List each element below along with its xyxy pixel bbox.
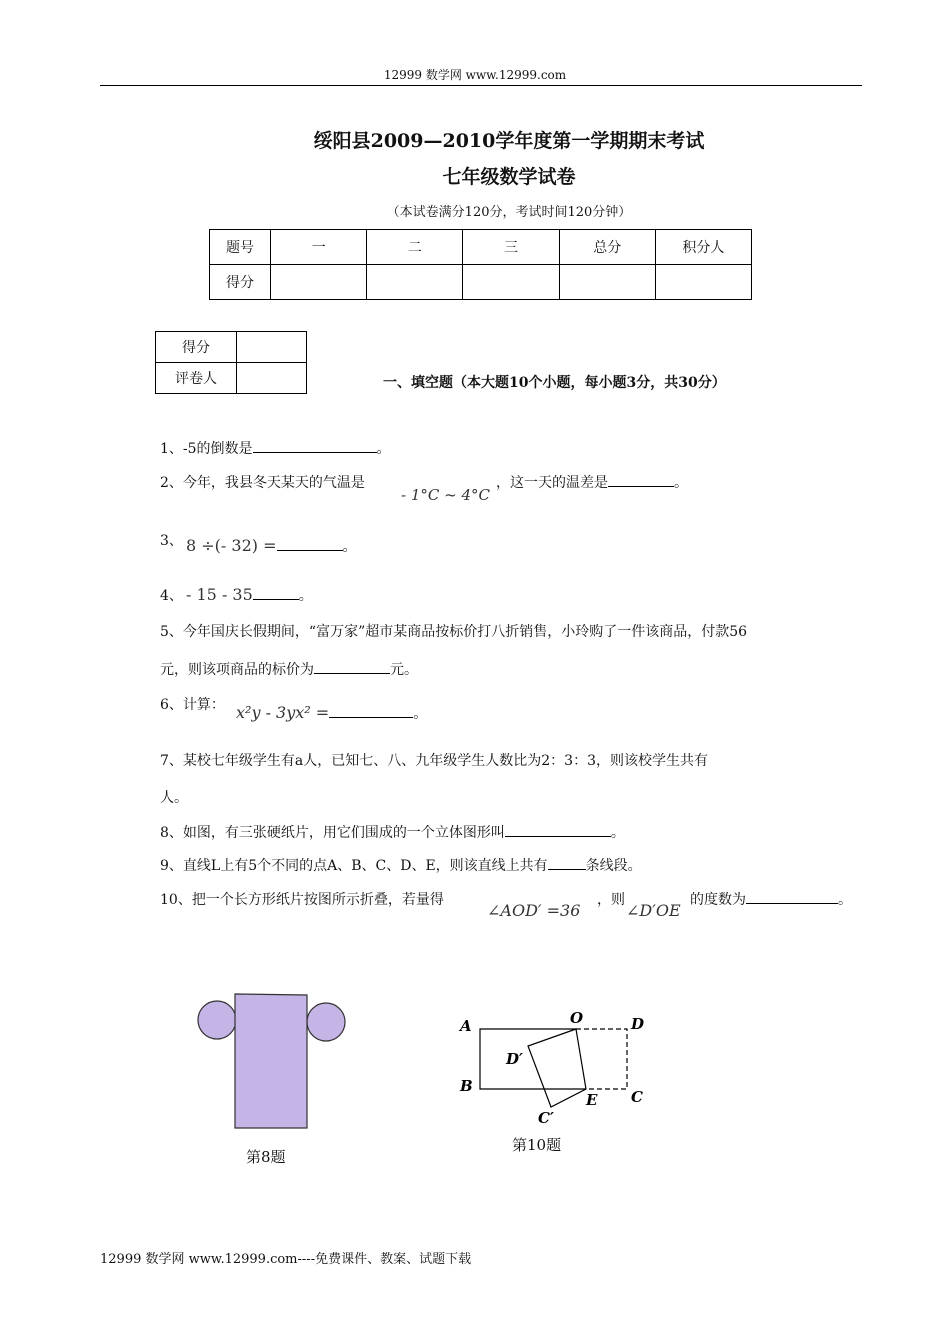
question-text: ，这一天的温差是 <box>496 475 608 491</box>
score-header-cell: 三 <box>463 230 559 265</box>
question-end: 。 <box>674 475 688 491</box>
score-row-label: 得分 <box>210 265 271 300</box>
question-end: 。 <box>342 539 357 555</box>
label-O: O <box>570 1009 584 1027</box>
left-circle <box>198 1001 236 1039</box>
grader-name-label: 评卷人 <box>156 363 237 394</box>
question-end: 。 <box>610 825 625 841</box>
question-4 <box>186 585 313 605</box>
rectangle-sheet <box>235 994 307 1128</box>
label-B: B <box>460 1077 473 1095</box>
question-3 <box>186 536 357 556</box>
answer-blank[interactable] <box>329 703 413 718</box>
score-cell[interactable] <box>367 265 463 300</box>
answer-blank[interactable] <box>314 659 390 674</box>
question-5-line1: 5、今年国庆长假期间，“富万家”超市某商品按标价打八折销售，小玲购了一件该商品，付款56 <box>160 624 748 640</box>
answer-blank[interactable] <box>277 536 343 551</box>
header-divider <box>100 85 862 86</box>
question-3-num: 3、 <box>160 533 183 549</box>
folded-flap <box>528 1029 586 1107</box>
rectangle-folded-dashed <box>576 1029 627 1089</box>
label-A: A <box>460 1017 472 1035</box>
figure-8-caption: 第8题 <box>246 1148 286 1166</box>
label-D: D <box>631 1015 645 1033</box>
score-cell[interactable] <box>463 265 559 300</box>
grader-score-cell[interactable] <box>237 332 307 363</box>
answer-blank[interactable] <box>253 438 377 453</box>
question-6 <box>236 703 427 723</box>
question-9 <box>160 855 642 875</box>
question-10-mid: ，则 <box>597 892 625 908</box>
score-header-cell: 二 <box>367 230 463 265</box>
grader-name-cell[interactable] <box>237 363 307 394</box>
label-E: E <box>586 1091 598 1109</box>
score-header-cell: 题号 <box>210 230 271 265</box>
question-end: 元。 <box>390 662 418 678</box>
figure-10-caption: 第10题 <box>512 1136 562 1154</box>
score-header-cell: 积分人 <box>655 230 751 265</box>
question-text: 1、-5的倒数是 <box>160 441 253 457</box>
score-table <box>209 229 752 300</box>
question-2-rest <box>496 472 688 492</box>
figure-8 <box>190 985 360 1165</box>
label-C: C <box>631 1088 643 1106</box>
question-6-math: x²y - 3yx² = <box>236 703 330 722</box>
exam-title: 绥阳县2009—2010学年度第一学期期末考试 <box>313 130 705 152</box>
answer-blank[interactable] <box>746 889 838 904</box>
question-text: 的度数为 <box>690 892 746 908</box>
question-end: 。 <box>376 441 391 457</box>
question-10-math2: ∠D′OE <box>626 901 681 920</box>
score-header-cell: 总分 <box>559 230 655 265</box>
question-6-text: 6、计算： <box>160 697 225 713</box>
score-cell[interactable] <box>655 265 751 300</box>
right-circle <box>307 1003 345 1041</box>
answer-blank[interactable] <box>253 585 299 600</box>
answer-blank[interactable] <box>548 855 586 870</box>
score-cell[interactable] <box>271 265 367 300</box>
question-7-line2: 人。 <box>160 790 188 806</box>
question-4-num: 4、 <box>160 588 183 604</box>
question-10-rest <box>690 889 852 909</box>
question-end: 。 <box>838 892 852 908</box>
question-10-text: 10、把一个长方形纸片按图所示折叠，若量得 <box>160 892 444 908</box>
question-1 <box>160 438 391 458</box>
question-2-text: 2、今年，我县冬天某天的气温是 <box>160 475 365 491</box>
label-D-prime: D′ <box>506 1050 523 1068</box>
page-header: 12999 数学网 www.12999.com <box>383 68 567 82</box>
question-text: 元，则该项商品的标价为 <box>160 662 314 678</box>
question-10-math1: ∠AOD′ =36 <box>487 901 581 920</box>
question-4-math: - 15 - 35 <box>186 585 253 604</box>
question-end: 。 <box>413 706 428 722</box>
question-end: 。 <box>298 588 313 604</box>
figure-10 <box>450 1005 680 1130</box>
question-text: 8、如图，有三张硬纸片，用它们围成的一个立体图形叫 <box>160 825 505 841</box>
question-7-line1: 7、某校七年级学生有a人，已知七、八、九年级学生人数比为2：3：3，则该校学生共有 <box>160 753 708 769</box>
score-cell[interactable] <box>559 265 655 300</box>
question-2-math: - 1°C ~ 4°C <box>401 486 490 504</box>
exam-subtitle: 七年级数学试卷 <box>442 166 576 188</box>
answer-blank[interactable] <box>608 472 674 487</box>
question-5-line2 <box>160 659 418 679</box>
question-3-math: 8 ÷(- 32) = <box>186 536 277 555</box>
exam-note: （本试卷满分120分，考试时间120分钟） <box>386 205 632 220</box>
question-8 <box>160 822 625 842</box>
grader-score-label: 得分 <box>156 332 237 363</box>
score-header-cell: 一 <box>271 230 367 265</box>
page-footer: 12999 数学网 www.12999.com----免费课件、教案、试题下载 <box>100 1252 472 1267</box>
question-text: 9、直线L上有5个不同的点A、B、C、D、E，则该直线上共有 <box>160 858 548 874</box>
answer-blank[interactable] <box>505 822 611 837</box>
grader-table <box>155 331 307 394</box>
question-end: 条线段。 <box>585 858 642 874</box>
section1-title: 一、填空题（本大题10个小题，每小题3分，共30分） <box>383 375 726 391</box>
label-C-prime: C′ <box>538 1109 554 1127</box>
